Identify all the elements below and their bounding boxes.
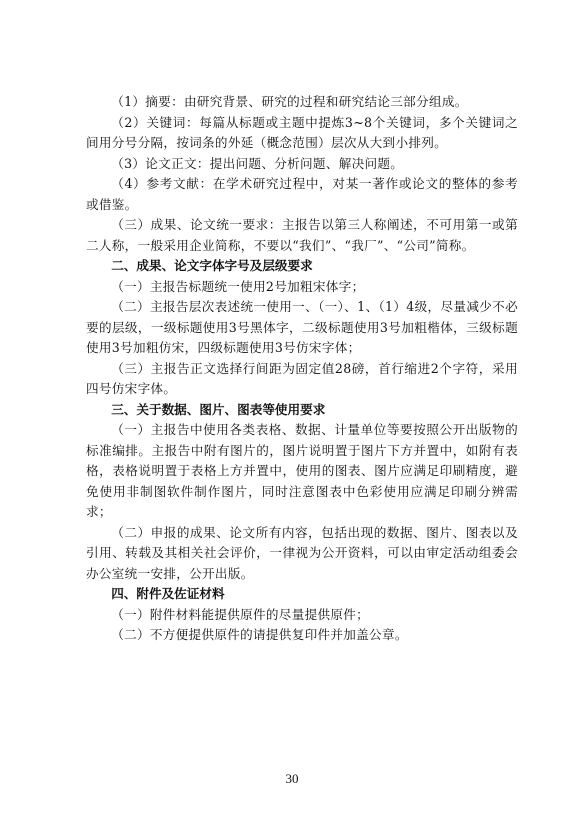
paragraph-copies: （二）不方便提供原件的请提供复印件并加盖公章。	[111, 627, 408, 642]
paragraph-title-font: （一）主报告标题统一使用2号加粗宋体字；	[111, 278, 365, 294]
section-heading-attachments: 四、附件及佐证材料	[111, 586, 225, 601]
paragraph-line-spacing: （三）主报告正文选择行间距为固定值28磅，首行缩进2个字符，采用四号仿宋字体。	[86, 360, 518, 396]
paragraph-keywords: （2）关键词：每篇从标题或主题中提炼3~8个关键词，多个关键词之间用分号分隔，按词条的外延（概念范围）层次从大到小排列。	[86, 114, 518, 150]
document-body	[86, 92, 518, 646]
section-heading-data-figures: 三、关于数据、图片、图表等使用要求	[111, 401, 326, 417]
paragraph-heading-levels: （二）主报告层次表述统一使用一、（一）、1、（1）4级，尽量减少不必要的层级，一级标题使用3号黑体字，二级标题使用3号加粗楷体，三级标题使用3号加粗仿宋，四级标题使用3号仿宋字体；	[86, 299, 518, 355]
paragraph-abstract: （1）摘要：由研究背景、研究的过程和研究结论三部分组成。	[111, 94, 468, 109]
paragraph-public-materials: （二）申报的成果、论文所有内容，包括出现的数据、图片、图表以及引用、转载及其相关社会评价，一律视为公开资料，可以由审定活动组委会办公室统一安排，公开出版。	[86, 524, 518, 581]
section-heading-fonts: 二、成果、论文字体字号及层级要求	[111, 258, 313, 273]
paragraph-originals: （一）附件材料能提供原件的尽量提供原件；	[111, 606, 370, 622]
paragraph-unified-requirements: （三）成果、论文统一要求：主报告以第三人称阐述，不可用第一或第二人称，一般采用企业简称，不要以“我们”、“我厂”、“公司”简称。	[86, 217, 518, 253]
paragraph-tables-figures: （一）主报告中使用各类表格、数据、计量单位等要按照公开出版物的标准编排。主报告中附有图片的，图片说明置于图片下方并置中，如附有表格，表格说明置于表格上方并置中，使用的图表、图片应满足印刷精度，避免使用非制图软件制作图片，同时注意图表中色彩使用应满足印刷分辨需求；	[86, 422, 518, 519]
page-number: 30	[285, 771, 299, 786]
paragraph-references: （4）参考文献：在学术研究过程中，对某一著作或论文的整体的参考或借鉴。	[86, 176, 518, 212]
paragraph-main-text: （3）论文正文：提出问题、分析问题、解决问题。	[111, 155, 404, 171]
